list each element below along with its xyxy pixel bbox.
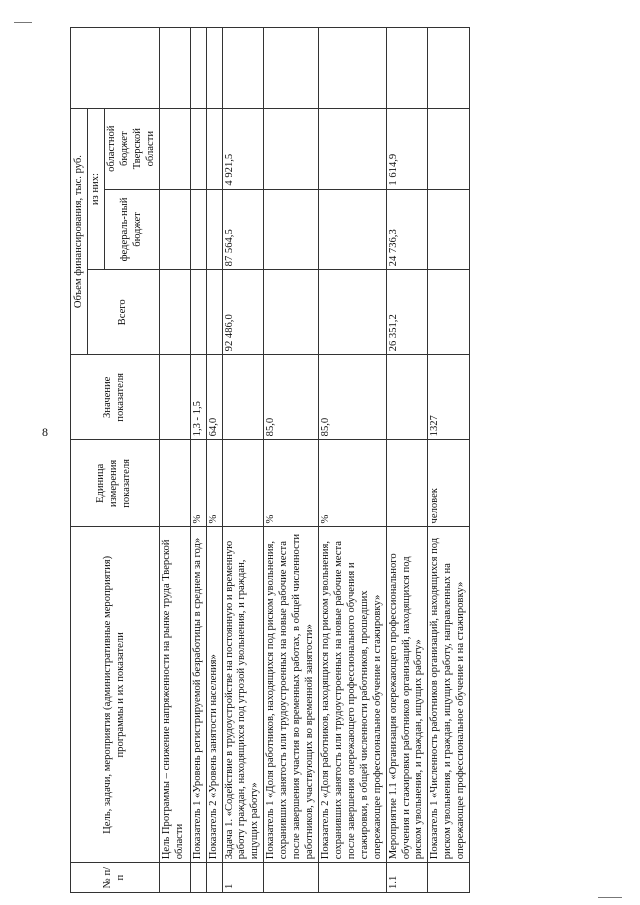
row-name: Задача 1. «Содействие в трудоустройстве на постоянную и временную работу граждан, находящихся под угрозой увольнения, и граждан, ищущих работу» <box>222 527 264 863</box>
row-regional <box>159 108 190 189</box>
row-federal <box>264 189 319 270</box>
row-num: 1 <box>222 863 264 893</box>
header-funding: Объем финансирования, тыс. руб. <box>71 108 88 355</box>
row-unit: человек <box>428 440 470 527</box>
header-num: № п/п <box>71 863 160 893</box>
row-regional <box>264 108 319 189</box>
row-unit <box>159 440 190 527</box>
row-value <box>159 355 190 440</box>
row-value: 85,0 <box>264 355 319 440</box>
row-name: Показатель 1 «Численность работников организаций, находящихся под риском увольнения, и граждан, ищущих работу, направленных на опережающее профессиональное обучение и на стажировку» <box>428 527 470 863</box>
row-regional: 4 921,5 <box>222 108 264 189</box>
page-number: 8 <box>42 425 48 439</box>
row-empty <box>206 28 222 109</box>
row-value: 1327 <box>428 355 470 440</box>
row-value: 1,3 - 1,5 <box>190 355 206 440</box>
row-num <box>206 863 222 893</box>
row-unit <box>222 440 264 527</box>
table-row <box>206 28 222 893</box>
program-table <box>70 27 470 893</box>
header-empty <box>71 28 160 109</box>
row-num <box>159 863 190 893</box>
row-federal <box>428 189 470 270</box>
row-empty <box>222 28 264 109</box>
row-total <box>159 270 190 355</box>
row-total <box>428 270 470 355</box>
row-empty <box>386 28 428 109</box>
table-row <box>159 28 190 893</box>
table-row <box>318 28 386 893</box>
header-of-which: из них: <box>88 108 105 270</box>
row-name: Цель Программы – снижение напряженности на рынке труда Тверской области <box>159 527 190 863</box>
row-num: 1.1 <box>386 863 428 893</box>
row-unit: % <box>206 440 222 527</box>
row-unit: % <box>318 440 386 527</box>
row-empty <box>264 28 319 109</box>
row-empty <box>318 28 386 109</box>
header-unit: Единица измерения показателя <box>71 440 160 527</box>
row-regional <box>190 108 206 189</box>
row-federal: 24 736,3 <box>386 189 428 270</box>
row-value <box>222 355 264 440</box>
row-regional <box>206 108 222 189</box>
header-regional: областной бюджет Тверской области <box>105 108 160 189</box>
row-total: 92 486,0 <box>222 270 264 355</box>
table-row <box>222 28 264 893</box>
row-num <box>318 863 386 893</box>
row-regional <box>318 108 386 189</box>
row-unit <box>386 440 428 527</box>
header-total: Всего <box>88 270 160 355</box>
row-name: Показатель 1 «Доля работников, находящихся под риском увольнения, сохранивших занятость или трудоустроенных на новые рабочие места после завершения участия во временных работах, в общей численности работников, участвующих во временной занятости» <box>264 527 319 863</box>
row-name: Показатель 1 «Уровень регистрируемой безработицы в среднем за год» <box>190 527 206 863</box>
row-total <box>318 270 386 355</box>
row-regional: 1 614,9 <box>386 108 428 189</box>
row-unit: % <box>190 440 206 527</box>
row-empty <box>428 28 470 109</box>
row-name: Показатель 2 «Доля работников, находящихся под риском увольнения, сохранивших занятость или трудоустроенных на новые рабочие места после завершения опережающего профессионального обучения и стажировки, в общей численности работников, прошедших опережающее профессиональное обучение и стажировку» <box>318 527 386 863</box>
scan-speck <box>14 22 32 23</box>
row-regional <box>428 108 470 189</box>
row-federal <box>206 189 222 270</box>
row-total <box>264 270 319 355</box>
scan-speck <box>598 897 622 898</box>
row-total <box>206 270 222 355</box>
row-name: Показатель 2 «Уровень занятости населения» <box>206 527 222 863</box>
row-total <box>190 270 206 355</box>
row-federal <box>190 189 206 270</box>
row-num <box>264 863 319 893</box>
row-federal <box>318 189 386 270</box>
row-value <box>386 355 428 440</box>
row-federal <box>159 189 190 270</box>
header-value: Значение показателя <box>71 355 160 440</box>
table-row <box>264 28 319 893</box>
header-name: Цель, задачи, мероприятия (административные мероприятия) программы и их показатели <box>71 527 160 863</box>
row-value: 64,0 <box>206 355 222 440</box>
row-value: 85,0 <box>318 355 386 440</box>
row-num <box>190 863 206 893</box>
row-empty <box>159 28 190 109</box>
row-total: 26 351,2 <box>386 270 428 355</box>
table-row <box>386 28 428 893</box>
row-num <box>428 863 470 893</box>
row-name: Мероприятие 1.1 «Организация опережающего профессионального обучения и стажировки работников организаций, находящихся под риском увольнения, и граждан, ищущих работу» <box>386 527 428 863</box>
row-empty <box>190 28 206 109</box>
header-federal: федераль-ный бюджет <box>105 189 160 270</box>
table-row <box>190 28 206 893</box>
row-federal: 87 564,5 <box>222 189 264 270</box>
table-row <box>428 28 470 893</box>
row-unit: % <box>264 440 319 527</box>
